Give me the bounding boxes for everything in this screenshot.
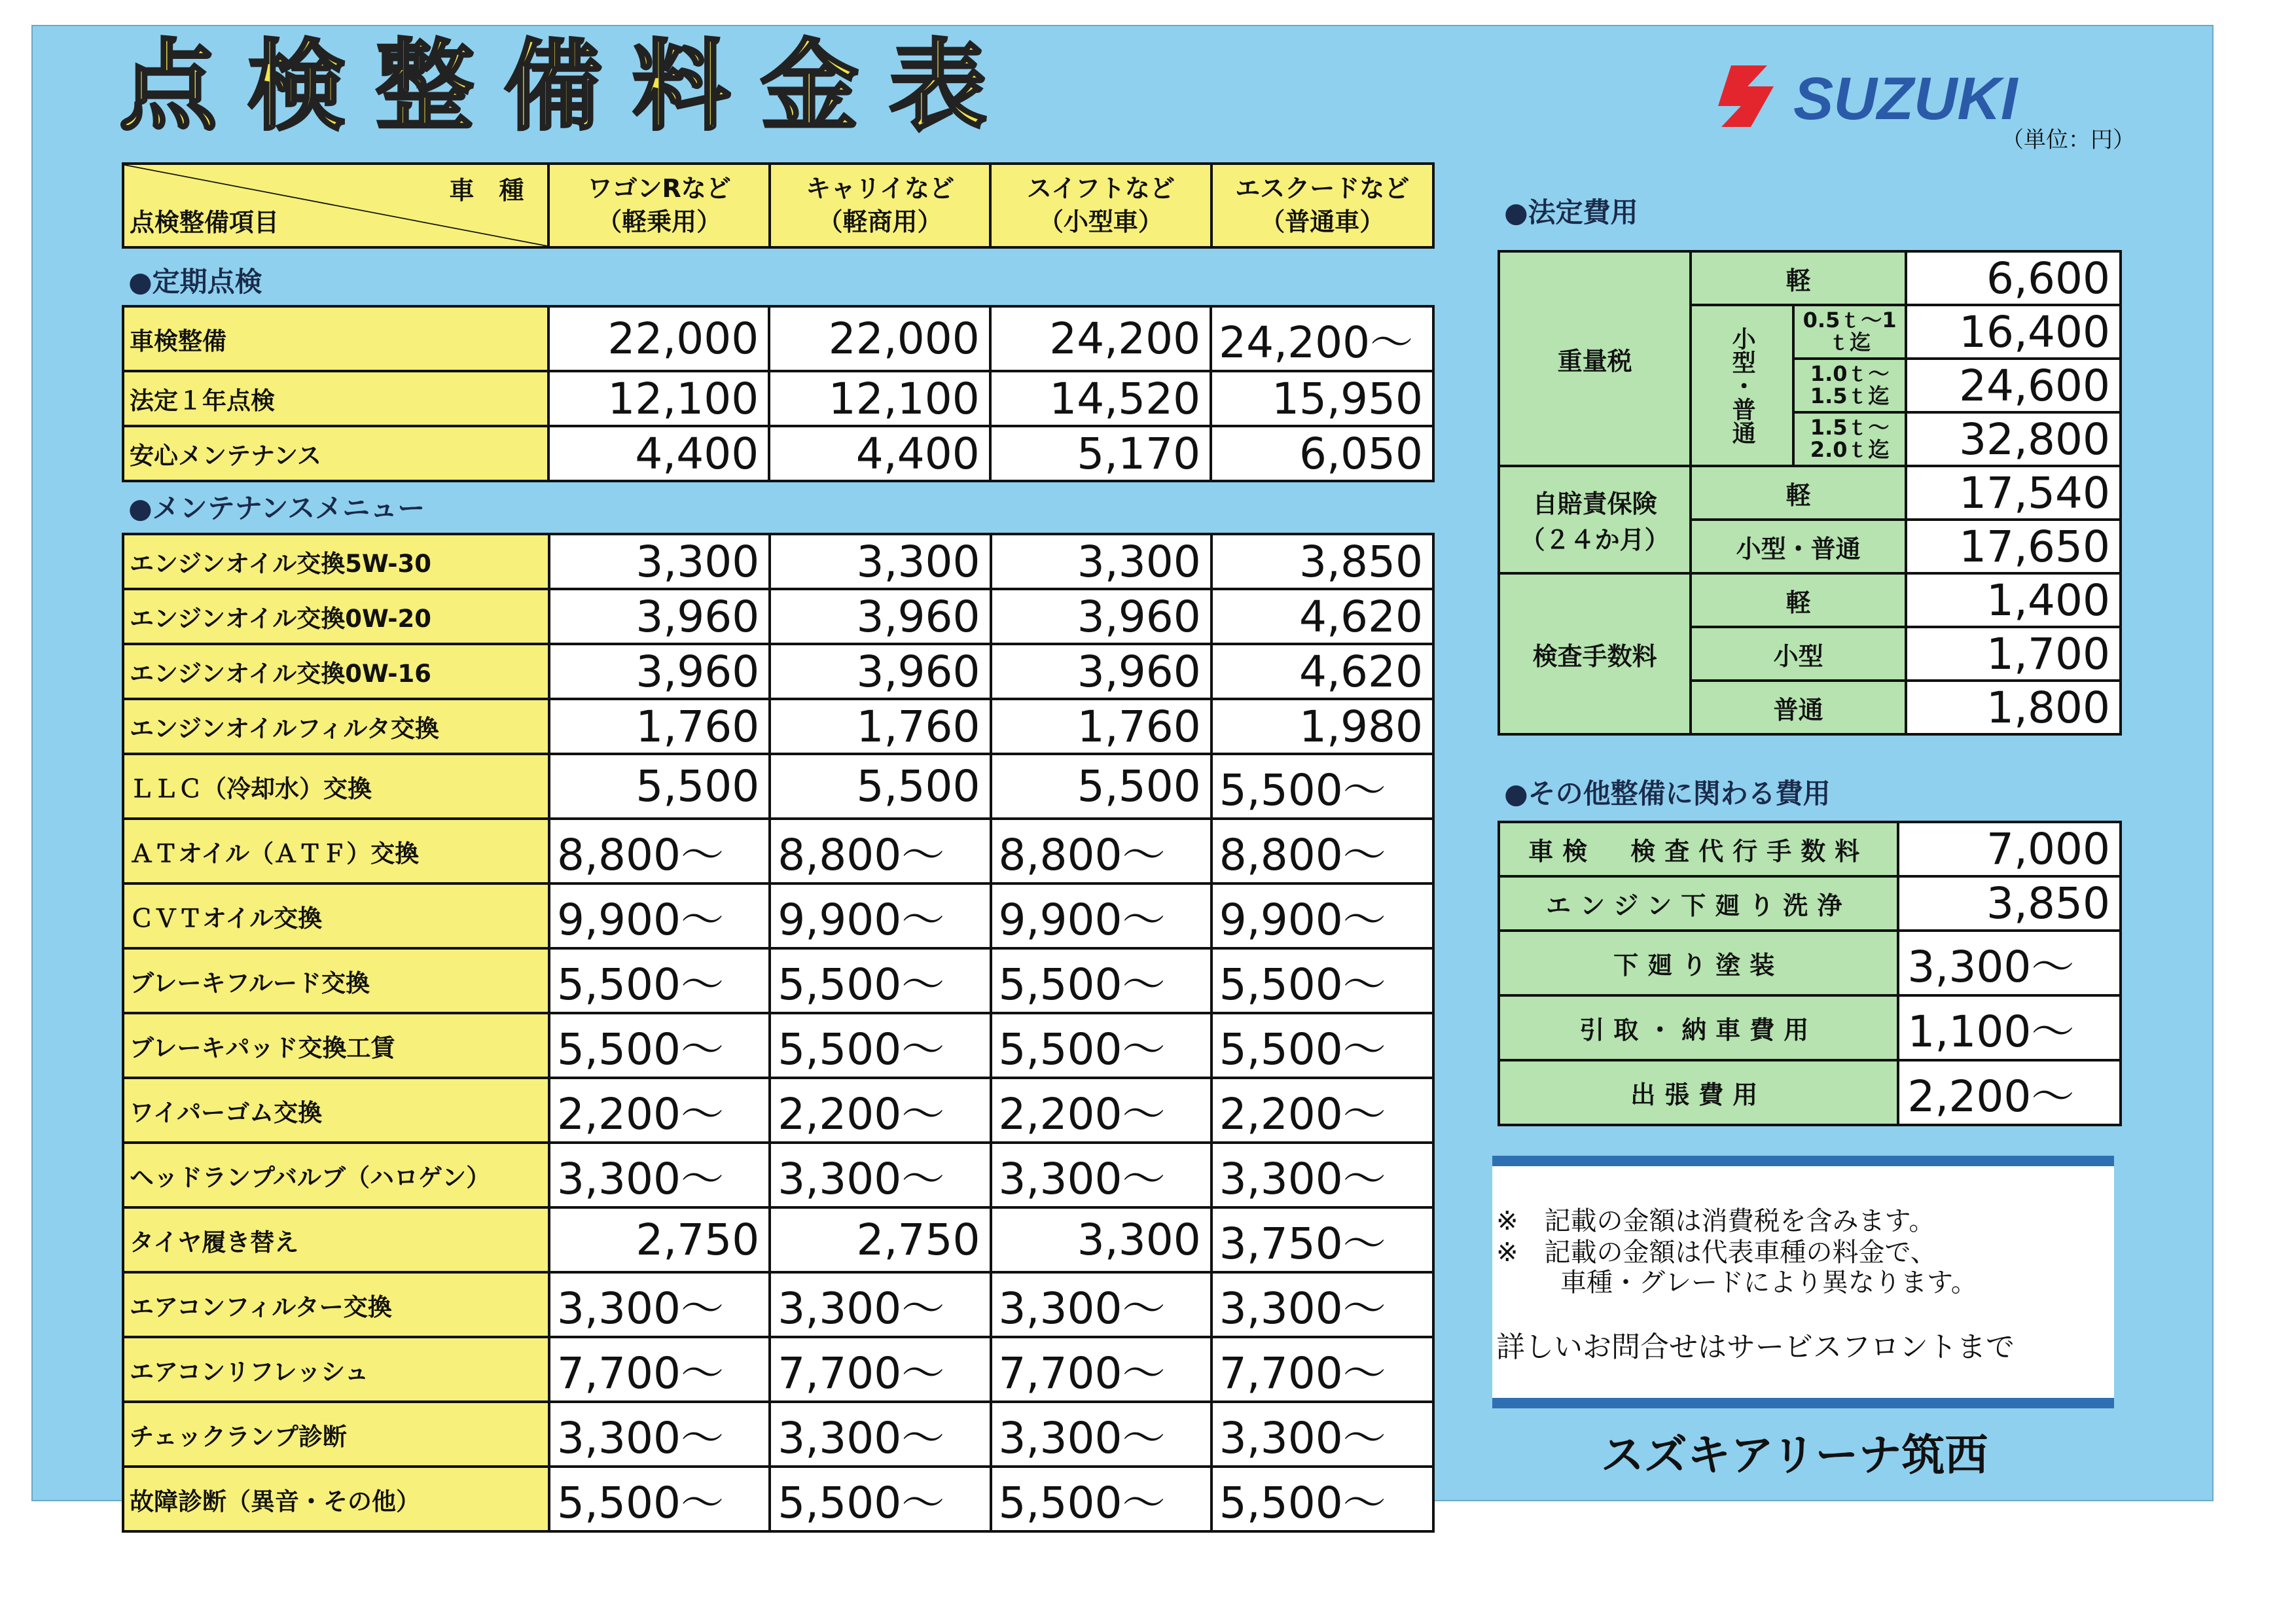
price-cell: 1,980 [1211,699,1433,754]
price-cell: 4,400 [548,426,769,481]
inspection-fee-row-label: 軽 [1691,573,1906,627]
service-item: エンジンオイル交換0W-16 [123,644,549,699]
table-row [123,306,1433,371]
price-cell: 2,750 [549,1207,770,1272]
price-cell: 7,700〜 [1211,1337,1433,1402]
column-header [548,164,769,247]
other-fees-table [1498,821,2122,1126]
weight-tier-value: 16,400 [1906,305,2121,359]
service-item: ブレーキフルード交換 [123,948,549,1013]
price-cell: 3,300〜 [770,1402,990,1467]
inspection-fee-row-value: 1,800 [1906,681,2121,734]
price-cell: 3,960 [770,589,990,644]
price-cell: 5,500 [549,754,770,819]
table-row [123,426,1433,481]
price-cell: 3,300〜 [770,1272,990,1337]
service-item: エアコンフィルター交換 [123,1272,549,1337]
column-header-line1: ワゴンRなど [587,173,731,203]
regular-inspection-table [122,305,1435,482]
table-row [123,819,1433,883]
column-header-line2: （小型車） [1038,207,1163,236]
table-row [1499,876,2121,931]
price-cell: 3,960 [991,644,1211,699]
service-item: エアコンリフレッシュ [123,1337,549,1402]
price-cell: 5,500 [770,754,990,819]
insurance-title: 自賠責保険 [1532,490,1657,518]
suzuki-s-mark-icon [1718,65,1774,127]
column-header-line2: （軽乗用） [597,207,722,236]
price-cell: 5,500〜 [1211,1467,1433,1531]
price-cell: 2,200〜 [549,1078,770,1143]
table-row [1499,1060,2121,1125]
table-row [123,1467,1433,1531]
price-cell: 24,200 [990,306,1211,371]
price-cell: 24,200〜 [1211,306,1433,371]
other-fee-value: 3,300〜 [1898,931,2121,995]
note-representative: ※ 記載の金額は代表車種の料金で、 [1496,1238,1937,1268]
dealer-name: スズキアリーナ筑西 [1601,1430,1988,1480]
service-item: ＡＴオイル（ＡＴＦ）交換 [123,819,549,883]
column-header-line1: スイフトなど [1026,173,1175,203]
price-cell: 2,200〜 [991,1078,1211,1143]
price-cell: 1,760 [991,699,1211,754]
inspection-fee-row-label: 普通 [1691,681,1906,734]
other-fee-label: 下廻り塗装 [1499,931,1898,995]
price-cell: 3,850 [1211,534,1433,589]
price-cell: 5,500〜 [991,1013,1211,1078]
price-cell: 5,500〜 [1211,754,1433,819]
price-cell: 3,300〜 [1211,1272,1433,1337]
price-cell: 1,760 [770,699,990,754]
price-cell: 3,750〜 [1211,1207,1433,1272]
weight-tier-label: 1.5ｔ〜2.0ｔ迄 [1793,412,1906,466]
price-cell: 3,300〜 [549,1402,770,1467]
header-item-label: 点検整備項目 [130,207,279,237]
price-cell: 5,170 [990,426,1211,481]
column-header [1211,164,1433,247]
price-cell: 8,800〜 [770,819,990,883]
weight-tax-group-label: 小型・普通 [1691,305,1793,466]
price-cell: 3,300 [549,534,770,589]
other-fee-value: 2,200〜 [1898,1060,2121,1125]
table-row [123,644,1433,699]
price-cell: 15,950 [1211,371,1433,426]
price-cell: 9,900〜 [991,883,1211,948]
column-header-line1: エスクードなど [1235,173,1410,203]
column-header-line2: （普通車） [1260,207,1385,236]
price-cell: 4,620 [1211,644,1433,699]
other-fee-value: 1,100〜 [1898,995,2121,1060]
price-cell: 2,200〜 [1211,1078,1433,1143]
price-cell: 6,050 [1211,426,1433,481]
weight-tier-value: 24,600 [1906,359,2121,412]
price-table-header [122,162,1435,249]
other-fee-label: 引取・納車費用 [1499,995,1898,1060]
price-cell: 14,520 [990,371,1211,426]
note-tax: ※ 記載の金額は消費税を含みます。 [1496,1206,1935,1236]
table-row [123,948,1433,1013]
weight-tax-label: 重量税 [1499,251,1691,466]
price-cell: 22,000 [769,306,990,371]
table-row [123,1402,1433,1467]
price-cell: 5,500〜 [991,1467,1211,1531]
price-cell: 5,500〜 [1211,1013,1433,1078]
column-header-line1: キャリイなど [806,173,954,203]
price-cell: 3,960 [770,644,990,699]
table-row [1499,931,2121,995]
table-row [123,1337,1433,1402]
other-fee-label: 出張費用 [1499,1060,1898,1125]
inspection-fee-row-value: 1,700 [1906,627,2121,681]
table-row [123,1207,1433,1272]
price-cell: 3,300〜 [991,1402,1211,1467]
service-item: ブレーキパッド交換工賃 [123,1013,549,1078]
price-cell: 3,300〜 [549,1272,770,1337]
inspection-fee-row-value: 1,400 [1906,573,2121,627]
service-item: ＬＬＣ（冷却水）交換 [123,754,549,819]
price-cell: 5,500〜 [770,948,990,1013]
price-cell: 5,500 [991,754,1211,819]
table-row [123,699,1433,754]
table-row [123,1143,1433,1207]
price-cell: 5,500〜 [549,1467,770,1531]
price-cell: 5,500〜 [770,1467,990,1531]
insurance-row-label: 軽 [1691,466,1906,520]
price-cell: 5,500〜 [770,1013,990,1078]
table-row [123,1013,1433,1078]
unit-label: （単位：円） [2001,127,2135,153]
weight-tier-value: 32,800 [1906,412,2121,466]
price-cell: 3,960 [991,589,1211,644]
service-item: ワイパーゴム交換 [123,1078,549,1143]
service-item: エンジンオイル交換5W-30 [123,534,549,589]
service-item: チェックランプ診断 [123,1402,549,1467]
price-cell: 5,500〜 [1211,948,1433,1013]
service-item: 故障診断（異音・その他） [123,1467,549,1531]
inspection-fee-label: 検査手数料 [1499,573,1691,734]
price-cell: 1,760 [549,699,770,754]
table-row [123,883,1433,948]
weight-tax-kei-value: 6,600 [1906,251,2121,305]
column-header [990,164,1211,247]
insurance-period: （２４か月） [1520,526,1670,554]
section-title-maintenance: ●メンテナンスメニュー [128,492,425,524]
price-cell: 3,300〜 [1211,1402,1433,1467]
table-row [123,371,1433,426]
note-grade: 車種・グレードにより異なります。 [1560,1268,1977,1298]
header-vehicle-type: 車 種 [449,176,524,205]
price-cell: 8,800〜 [991,819,1211,883]
price-cell: 9,900〜 [1211,883,1433,948]
column-header [770,164,990,247]
price-cell: 3,960 [549,589,770,644]
other-fee-label: エンジン下廻り洗浄 [1499,876,1898,931]
price-cell: 7,700〜 [991,1337,1211,1402]
price-cell: 12,100 [769,371,990,426]
price-cell: 7,700〜 [770,1337,990,1402]
column-header-line2: （軽商用） [817,207,942,236]
section-title-other: ●その他整備に関わる費用 [1504,777,1831,810]
page-title: 点検整備料金表 [119,30,1018,144]
price-cell: 5,500〜 [991,948,1211,1013]
price-cell: 4,400 [769,426,990,481]
price-cell: 8,800〜 [549,819,770,883]
price-cell: 3,300〜 [1211,1143,1433,1207]
table-row [123,534,1433,589]
weight-tier-label: 0.5ｔ〜1ｔ迄 [1793,305,1906,359]
price-cell: 3,300〜 [991,1272,1211,1337]
price-cell: 3,300 [991,534,1211,589]
price-cell: 3,300〜 [770,1143,990,1207]
contact-note: 詳しいお問合せはサービスフロントまで [1496,1330,2015,1364]
maintenance-menu-table [122,533,1435,1533]
price-cell: 5,500〜 [549,948,770,1013]
insurance-row-value: 17,540 [1906,466,2121,520]
price-cell: 3,300 [770,534,990,589]
header-corner [123,164,548,247]
price-cell: 12,100 [548,371,769,426]
price-cell: 3,300〜 [549,1143,770,1207]
price-cell: 3,300 [991,1207,1211,1272]
service-item: 法定１年点検 [123,371,548,426]
other-fee-label: 車検 検査代行手数料 [1499,822,1898,876]
price-cell: 9,900〜 [770,883,990,948]
insurance-label [1499,466,1691,573]
other-fee-value: 3,850 [1898,876,2121,931]
weight-tax-kei-label: 軽 [1691,251,1906,305]
insurance-row-label: 小型・普通 [1691,520,1906,573]
table-row [123,1078,1433,1143]
price-cell: 4,620 [1211,589,1433,644]
price-cell: 7,700〜 [549,1337,770,1402]
insurance-row-value: 17,650 [1906,520,2121,573]
service-item: 安心メンテナンス [123,426,548,481]
table-row [1499,822,2121,876]
price-cell: 3,960 [549,644,770,699]
service-item: 車検整備 [123,306,548,371]
notes-box [1492,1156,2114,1408]
price-cell: 22,000 [548,306,769,371]
price-cell: 5,500〜 [549,1013,770,1078]
price-cell: 2,200〜 [770,1078,990,1143]
service-item: タイヤ履き替え [123,1207,549,1272]
table-row [123,754,1433,819]
legal-fees-table [1498,250,2122,736]
service-item: ヘッドランプバルブ（ハロゲン） [123,1143,549,1207]
service-item: ＣＶＴオイル交換 [123,883,549,948]
price-cell: 8,800〜 [1211,819,1433,883]
weight-tier-label: 1.0ｔ〜1.5ｔ迄 [1793,359,1906,412]
price-cell: 9,900〜 [549,883,770,948]
service-item: エンジンオイルフィルタ交換 [123,699,549,754]
table-row [123,1272,1433,1337]
other-fee-value: 7,000 [1898,822,2121,876]
section-title-legal: ●法定費用 [1504,196,1638,228]
service-item: エンジンオイル交換0W-20 [123,589,549,644]
price-cell: 3,300〜 [991,1143,1211,1207]
table-row [1499,995,2121,1060]
inspection-fee-row-label: 小型 [1691,627,1906,681]
table-row [123,589,1433,644]
section-title-regular: ●定期点検 [128,266,262,298]
brand-wordmark: SUZUKI [1793,65,2018,132]
price-cell: 2,750 [770,1207,990,1272]
